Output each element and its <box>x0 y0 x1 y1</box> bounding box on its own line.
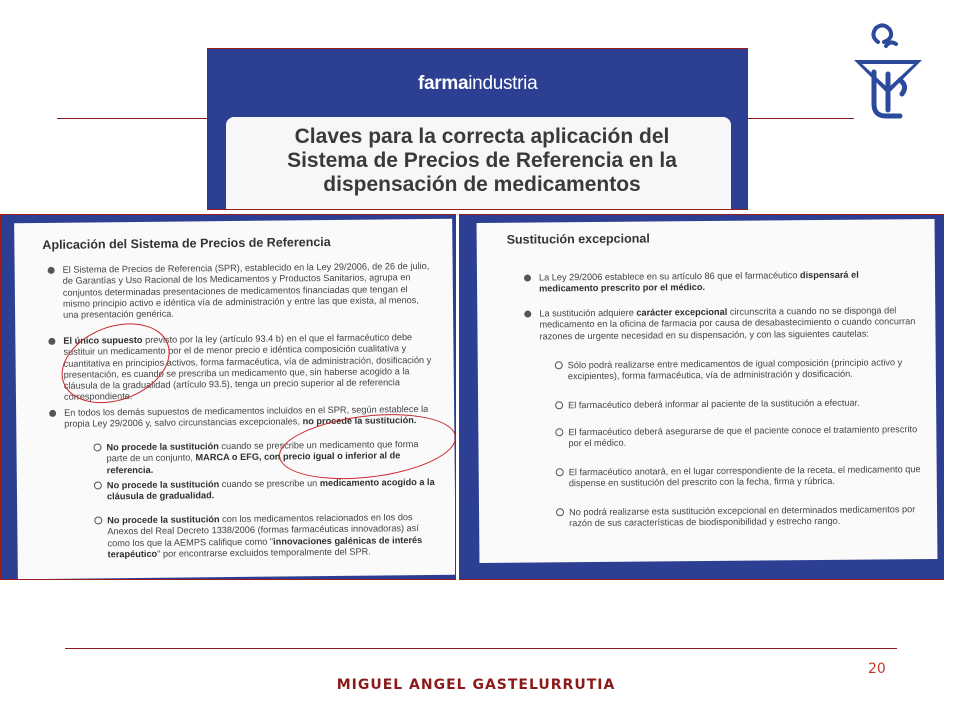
page-number: 20 <box>868 661 886 677</box>
left-section-title: Aplicación del Sistema de Precios de Referencia <box>42 234 331 253</box>
ring-bullet-icon <box>555 428 563 436</box>
bullet-icon <box>524 275 531 282</box>
left-subitem-1: No procede la sustitución cuando se prescribe un medicamento que forma parte de un conjunto, MARCA o EFG, con precio igual o inferior al de referencia. <box>106 439 436 476</box>
ring-bullet-icon <box>555 401 563 409</box>
right-subitem-3: El farmacéutico deberá asegurarse de que el paciente conoce el tratamiento prescrito por el médico. <box>568 424 920 450</box>
right-subitem-5: No podrá realizarse esta sustitución excepcional en determinados medicamentos por razón de sus características de biodisponibilidad y estrecho rango. <box>569 504 921 530</box>
ring-bullet-icon <box>555 361 563 369</box>
bullet-icon <box>48 267 55 274</box>
right-paper <box>477 219 938 563</box>
right-subitem-2: El farmacéutico deberá informar al paciente de la sustitución a efectuar. <box>568 397 920 411</box>
bottom-divider <box>65 648 897 649</box>
ring-bullet-icon <box>556 468 564 476</box>
left-subitem-3: No procede la sustitución con los medicamentos relacionados en los dos Anexos del Real Decreto 1338/2006 (formas farmacéuticas innovadoras) así como los que la AEMPS califique como "innovaciones galénicas de interés terapéutico" por encontrarse excluidos temporalmente del SPR. <box>107 512 437 561</box>
ring-bullet-icon <box>93 443 101 451</box>
author-footer: MIGUEL ANGEL GASTELURRUTIA <box>336 677 616 693</box>
ring-bullet-icon <box>94 481 102 489</box>
brand-logo: farmaindustria <box>418 73 538 94</box>
ring-bullet-icon <box>556 508 564 516</box>
bullet-icon <box>48 338 55 345</box>
left-paper <box>14 219 456 580</box>
article-title: Claves para la correcta aplicación del Sistema de Precios de Referencia en la dispensación de medicamentos <box>287 125 677 196</box>
pharmacy-logo-icon <box>848 20 928 130</box>
right-bullet-2: La sustitución adquiere carácter excepcional circunscrita a cuando no se disponga del medicamento en la oficina de farmacia por causa de desabastecimiento o cuando concurran razones de urgente necesidad en su dispensación, y con las siguientes cautelas: <box>539 305 919 342</box>
article-header-scan <box>207 48 748 210</box>
right-subitem-1: Sólo podrá realizarse entre medicamentos de igual composición (principio activo y excipientes), forma farmacéutica, vía de administración y dosificación. <box>568 357 920 383</box>
left-page-scan <box>0 214 456 580</box>
right-bullet-1: La Ley 29/2006 establece en su artículo 86 que el farmacéutico dispensará el medicamento prescrito por el médico. <box>539 269 919 295</box>
left-bullet-3: En todos los demás supuestos de medicamentos incluidos en el SPR, según establece la propia Ley 29/2006 y, salvo circunstancias excepcionales, no procede la sustitución. <box>64 404 434 430</box>
left-bullet-1: El Sistema de Precios de Referencia (SPR), establecido en la Ley 29/2006, de 26 de julio, de Garantías y Uso Racional de los Medicamentos y Productos Sanitarios, agrupa en conjuntos determinadas presentaciones de medicamentos financiadas que tengan el mismo principio activo e idéntica vía de administración y entre las que exista, al menos, una presentación genérica. <box>63 261 434 321</box>
bullet-icon <box>49 410 56 417</box>
right-subitem-4: El farmacéutico anotará, en el lugar correspondiente de la receta, el medicamento que dispense en sustitución del prescrito con la fecha, firma y rúbrica. <box>569 464 921 490</box>
bullet-icon <box>524 311 531 318</box>
ring-bullet-icon <box>94 516 102 524</box>
left-bullet-2: El único supuesto previsto por la ley (artículo 93.4 b) en el que el farmacéutico debe sustituir un medicamento por el de menor precio e idéntica composición cualitativa y cuantitativa en principios activos, forma farmacéutica, vía de administración, dosificación y presentación, es cuando se prescriba un medicamento que, sin haberse acogido a la cláusula de la gradualidad (artículo 93.5), tenga un precio superior al de referencia correspondiente. <box>63 332 434 404</box>
left-subitem-2: No procede la sustitución cuando se prescribe un medicamento acogido a la cláusula de gradualidad. <box>107 477 437 503</box>
right-page-scan <box>459 214 944 580</box>
right-section-title: Sustitución excepcional <box>506 231 650 247</box>
